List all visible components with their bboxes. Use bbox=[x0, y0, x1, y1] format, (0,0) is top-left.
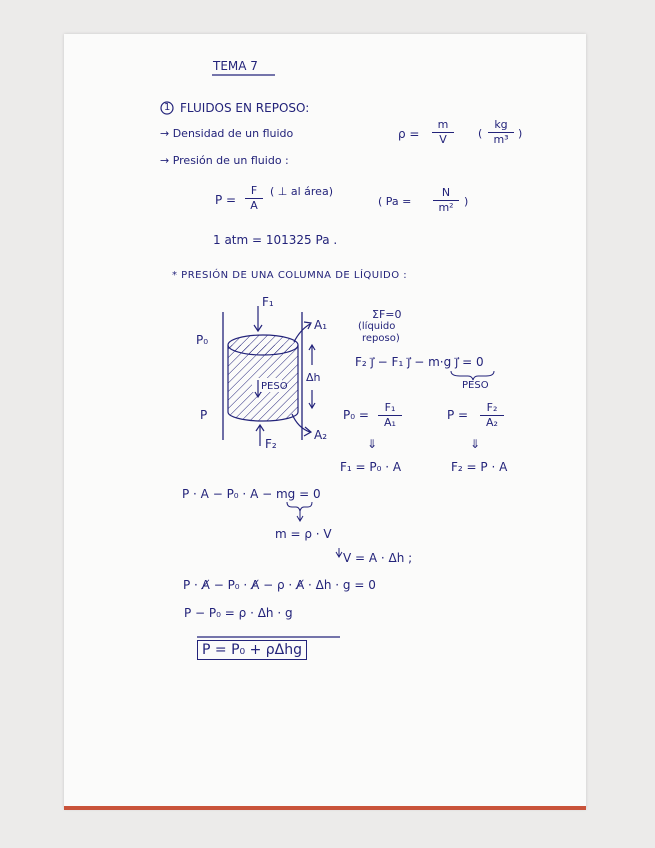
label-p: P bbox=[200, 408, 208, 422]
p0-num: F₁ bbox=[378, 401, 402, 416]
sum-forces: ΣF=0 bbox=[372, 308, 402, 321]
label-a1: A₁ bbox=[314, 318, 328, 332]
atm-equivalence: 1 atm = 101325 Pa . bbox=[213, 233, 338, 247]
peso-underbrace bbox=[451, 371, 494, 380]
pressure-label: → Presión de un fluido : bbox=[160, 154, 289, 167]
mass-equation: m = ρ · V bbox=[275, 527, 332, 541]
density-unit-num: kg bbox=[488, 118, 514, 133]
main-equation: P · A − P₀ · A − mg = 0 bbox=[182, 487, 321, 501]
mg-underbrace bbox=[287, 502, 312, 511]
label-p0: P₀ bbox=[196, 333, 209, 347]
pressure-num: F bbox=[245, 184, 263, 199]
f2-result: F₂ = P · A bbox=[451, 460, 508, 474]
density-label: → Densidad de un fluido bbox=[160, 127, 294, 140]
pressure-note: ( ⊥ al área) bbox=[270, 185, 333, 198]
top-ellipse bbox=[228, 335, 298, 355]
f1-result: F₁ = P₀ · A bbox=[340, 460, 402, 474]
column-heading: * PRESIÓN DE UNA COLUMNA DE LÍQUIDO : bbox=[172, 270, 408, 281]
pressure-unit-den: m² bbox=[438, 200, 454, 214]
page-title: TEMA 7 bbox=[213, 59, 258, 73]
substituted-equation: P · A̸ − P₀ · A̸ − ρ · A̸ · Δh · g = 0 bbox=[183, 578, 376, 592]
arrow-down-right: ⇓ bbox=[470, 437, 481, 451]
density-unit-open: ( bbox=[478, 127, 483, 140]
difference-equation: P − P₀ = ρ · Δh · g bbox=[184, 606, 293, 620]
label-f1: F₁ bbox=[262, 295, 274, 309]
p-num: F₂ bbox=[480, 401, 504, 416]
p0-fraction bbox=[378, 401, 402, 430]
p0-lhs: P₀ = bbox=[343, 408, 369, 422]
p0-den: A₁ bbox=[384, 415, 396, 429]
pressure-unit-num: N bbox=[433, 186, 459, 201]
section-heading: FLUIDOS EN REPOSO: bbox=[180, 101, 310, 115]
density-lhs: ρ = bbox=[398, 127, 420, 141]
p-den: A₂ bbox=[486, 415, 498, 429]
arrow-down-left: ⇓ bbox=[367, 437, 378, 451]
label-dh: Δh bbox=[306, 371, 321, 384]
density-num: m bbox=[432, 118, 454, 133]
p-fraction bbox=[480, 401, 504, 430]
density-unit-den: m³ bbox=[493, 132, 509, 146]
pressure-unit-close: ) bbox=[464, 195, 469, 208]
label-f2: F₂ bbox=[265, 437, 277, 451]
vector-equation: F₂ j⃗ − F₁ j⃗ − m·g j⃗ = 0 bbox=[355, 355, 484, 369]
density-den: V bbox=[439, 132, 447, 146]
liquid-note-2: reposo) bbox=[362, 333, 400, 344]
p-lhs: P = bbox=[447, 408, 469, 422]
density-unit-close: ) bbox=[518, 127, 523, 140]
volume-equation: V = A · Δh ; bbox=[343, 551, 413, 565]
pressure-unit-lhs: ( Pa = bbox=[378, 195, 412, 208]
liquid-note-1: (líquido bbox=[358, 321, 396, 332]
label-peso: PESO bbox=[261, 381, 288, 392]
vector-equation-peso: PESO bbox=[462, 380, 489, 391]
final-result: P = P₀ + ρΔhg bbox=[197, 640, 307, 660]
section-number: 1 bbox=[164, 102, 171, 113]
pressure-den: A bbox=[250, 198, 258, 212]
label-a2: A₂ bbox=[314, 428, 328, 442]
pressure-lhs: P = bbox=[215, 193, 237, 207]
